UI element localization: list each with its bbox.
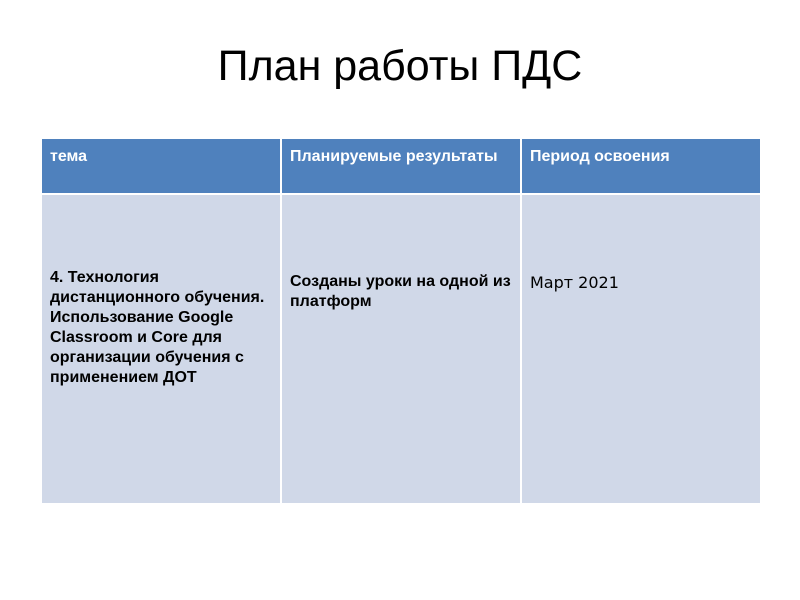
table-row (41, 194, 761, 504)
plan-table (40, 137, 762, 505)
table-header-row (41, 138, 761, 194)
cell-period: Март 2021 (521, 194, 761, 504)
cell-results: Созданы уроки на одной из платформ (281, 194, 521, 504)
header-planned-results: Планируемые результаты (281, 138, 521, 194)
header-period: Период освоения (521, 138, 761, 194)
slide-title: План работы ПДС (217, 42, 583, 90)
cell-topic: 4. Технология дистанционного обучения. Использование Google Classroom и Core для организации обучения с применением ДОТ (41, 194, 281, 504)
header-topic: тема (41, 138, 281, 194)
